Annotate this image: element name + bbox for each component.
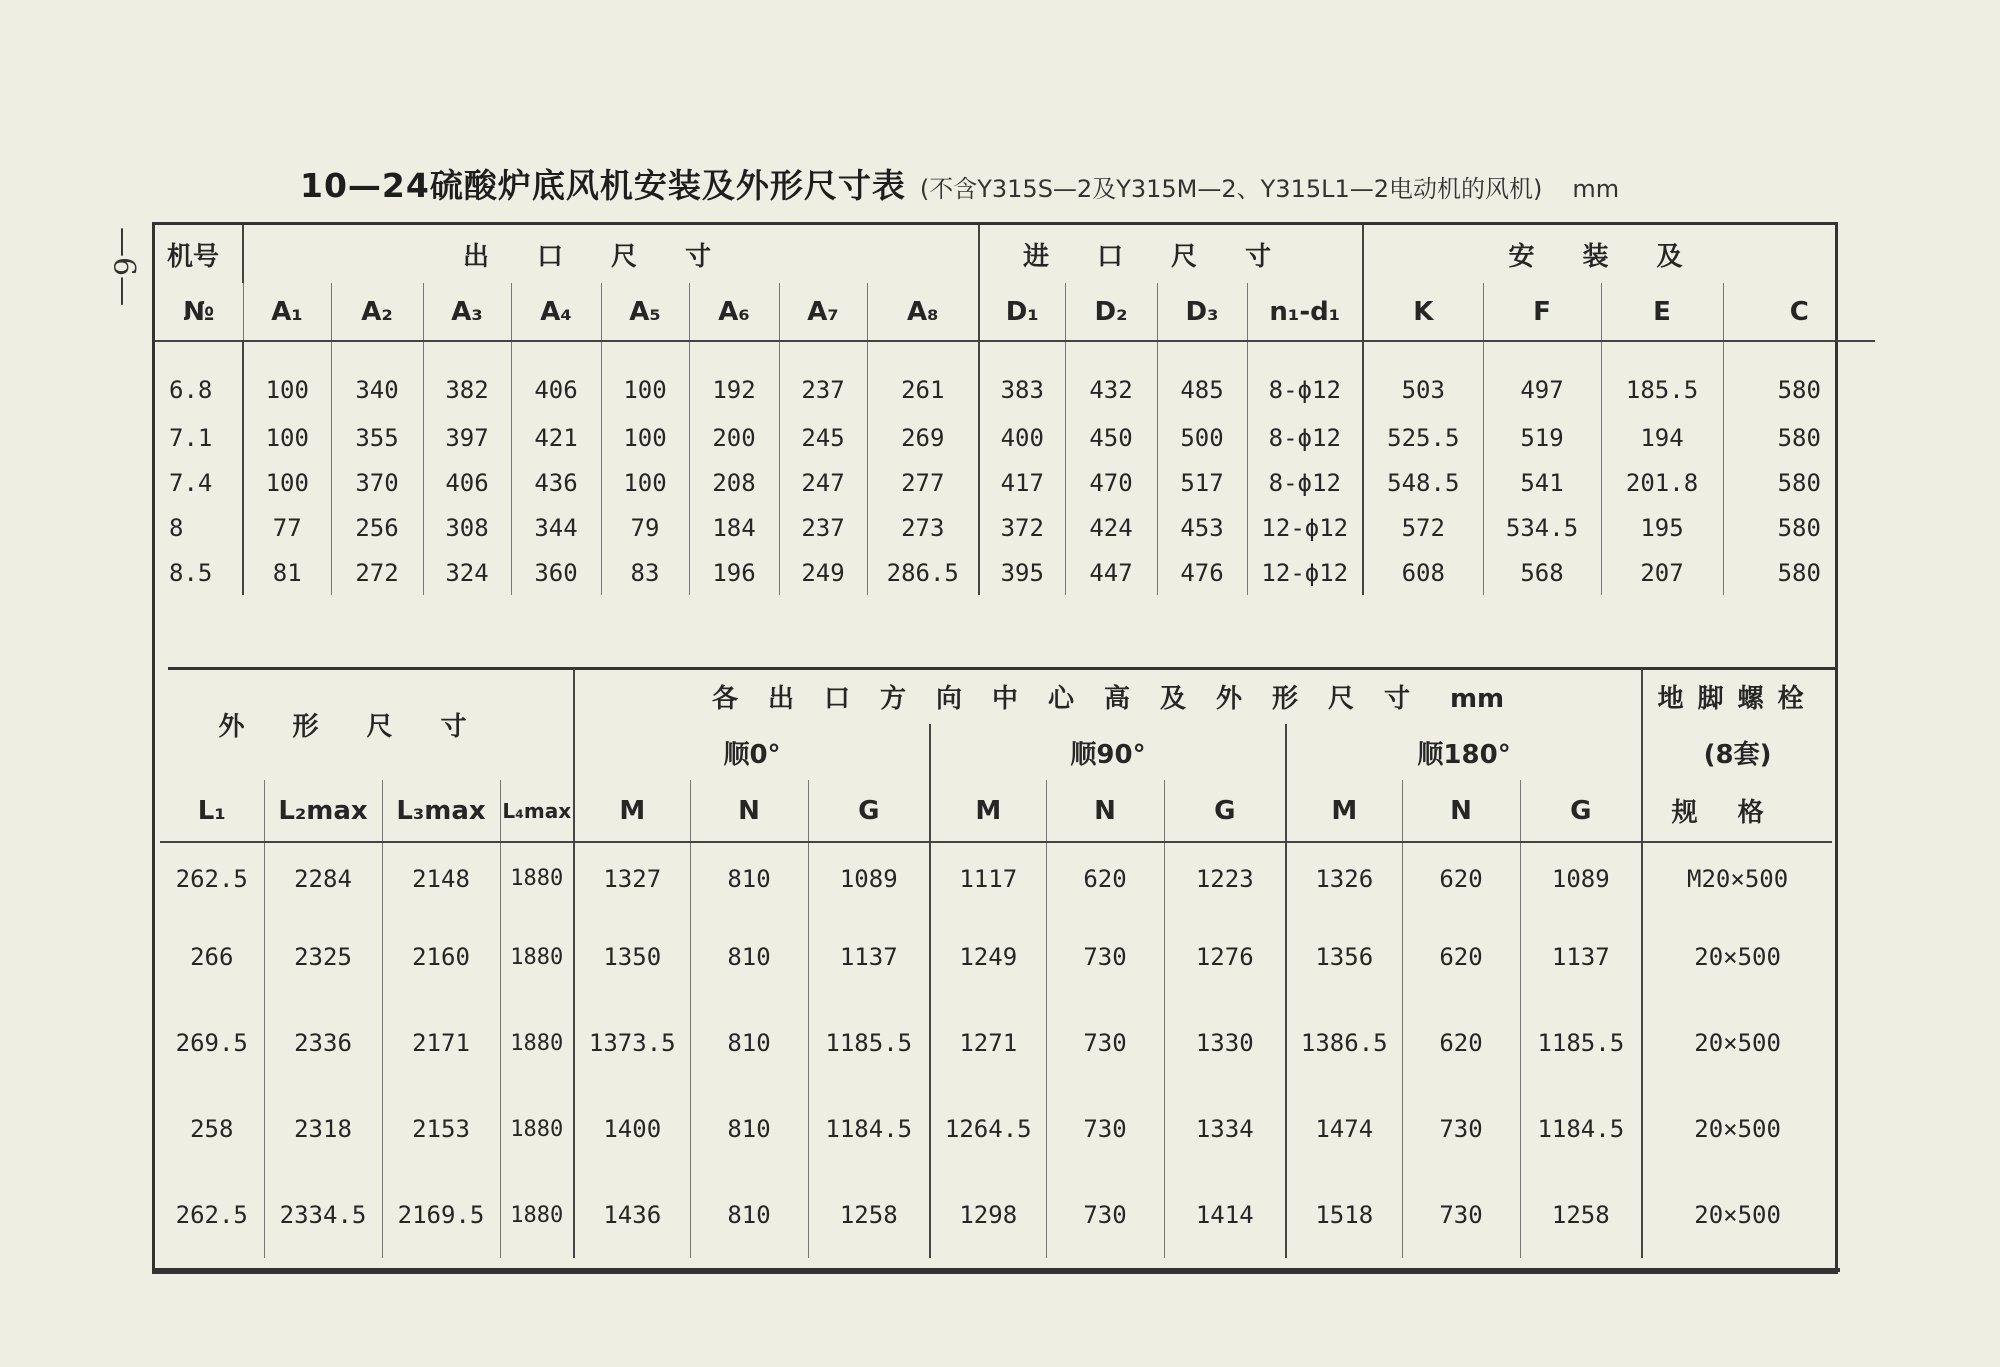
col-header: A₁ [243,283,331,341]
table-cell: 424 [1065,505,1157,550]
table-cell: 2284 [264,842,382,914]
table-cell: 247 [779,460,867,505]
table-cell: 286.5 [867,550,979,595]
table-cell: 1117 [930,842,1046,914]
table-row [155,341,1875,415]
col-header: A₅ [601,283,689,341]
table-cell: 1185.5 [808,1000,930,1086]
bolt-spec-cell: 20×500 [1642,914,1832,1000]
table-cell: 100 [601,460,689,505]
col-header: A₆ [689,283,779,341]
table-row [155,550,1875,595]
col-header: D₁ [979,283,1065,341]
table-cell: 1880 [500,914,574,1000]
col-header: E [1601,283,1723,341]
table-cell: 730 [1402,1086,1520,1172]
table-cell: 201.8 [1601,460,1723,505]
table-cell: 324 [423,550,511,595]
table-cell: 266 [190,943,234,971]
inlet-size-header: 进口尺寸 [979,225,1363,283]
table-cell: 12-ϕ12 [1247,505,1363,550]
bolt-spec-cell: 20×500 [1642,1000,1832,1086]
table-cell: 2148 [382,842,500,914]
table-cell: 8.5 [169,558,213,587]
table-row [160,1000,1832,1086]
table-cell: 810 [690,914,808,1000]
table-cell: 8-ϕ12 [1247,415,1363,460]
table-cell: 1223 [1164,842,1286,914]
table-cell: 308 [423,505,511,550]
table-cell: 1137 [808,914,930,1000]
table-cell: 258 [190,1115,234,1143]
col-header: A₂ [331,283,423,341]
table-row [160,842,1832,914]
col-header: G [1520,780,1642,842]
page-number: —6— [106,227,141,307]
table-cell: 1185.5 [1520,1000,1642,1086]
table-cell: 1474 [1286,1086,1402,1172]
col-header: D₂ [1065,283,1157,341]
table-cell: 397 [423,415,511,460]
table-cell: 1326 [1286,842,1402,914]
table-cell: 395 [979,550,1065,595]
table-cell: 8-ϕ12 [1247,460,1363,505]
table-cell: 195 [1601,505,1723,550]
col-header: L₂max [264,780,382,842]
table-cell: 580 [1723,460,1875,505]
table-cell: 81 [243,550,331,595]
table-cell: 1264.5 [930,1086,1046,1172]
bolt-spec-cell: 20×500 [1642,1086,1832,1172]
table-row [160,1086,1832,1172]
table-cell: 1518 [1286,1172,1402,1258]
table-cell: 810 [690,1000,808,1086]
col-header: F [1483,283,1601,341]
table-cell: 548.5 [1363,460,1483,505]
table-cell: 79 [601,505,689,550]
table-cell: 100 [243,460,331,505]
table-row [155,415,1875,460]
dir0-header: 顺0° [574,724,930,780]
table-cell: 249 [779,550,867,595]
table-cell: 580 [1723,550,1875,595]
table-cell: 237 [779,505,867,550]
col-header: N [1402,780,1520,842]
table-cell: 620 [1402,1000,1520,1086]
table-cell: 580 [1723,505,1875,550]
table-cell: 1414 [1164,1172,1286,1258]
table-cell: 208 [689,460,779,505]
dir90-header: 顺90° [930,724,1286,780]
table-cell: 355 [331,415,423,460]
table-row [155,460,1875,505]
table-cell: 185.5 [1601,341,1723,415]
table-cell: 400 [979,415,1065,460]
table-cell: 1184.5 [808,1086,930,1172]
table-cell: 2325 [264,914,382,1000]
table-cell: 8 [169,513,184,542]
table-cell: 272 [331,550,423,595]
table-cell: 608 [1363,550,1483,595]
table-cell: 517 [1157,460,1247,505]
table-cell: 192 [689,341,779,415]
table-cell: 2171 [382,1000,500,1086]
table-cell: 580 [1723,415,1875,460]
col-header: A₃ [423,283,511,341]
table-cell: 237 [779,341,867,415]
table-cell: 7.1 [169,423,213,452]
table-cell: 1184.5 [1520,1086,1642,1172]
table-cell: 245 [779,415,867,460]
table-cell: 406 [423,460,511,505]
col-header: M [574,780,690,842]
table-cell: 432 [1065,341,1157,415]
title-note: (不含Y315S—2及Y315M—2、Y315L1—2电动机的风机) [919,175,1543,203]
col-header: N [1046,780,1164,842]
table-cell: 1137 [1520,914,1642,1000]
col-header: A₈ [867,283,979,341]
table-cell: 194 [1601,415,1723,460]
table-cell: 2160 [382,914,500,1000]
table-cell: 730 [1402,1172,1520,1258]
table-cell: 519 [1483,415,1601,460]
col-header: A₇ [779,283,867,341]
col-header: M [930,780,1046,842]
bolt-title: 地脚螺栓 [1642,668,1832,724]
table-cell: 269.5 [175,1029,248,1057]
table-cell: 1089 [808,842,930,914]
page-title [300,160,1800,210]
table-cell: 383 [979,341,1065,415]
table-cell: 100 [601,341,689,415]
table-cell: 372 [979,505,1065,550]
col-header: n₁-d₁ [1247,283,1363,341]
model-header: 机号 [167,241,220,272]
col-header: D₃ [1157,283,1247,341]
table-cell: 1334 [1164,1086,1286,1172]
table-cell: 541 [1483,460,1601,505]
table-cell: 497 [1483,341,1601,415]
table-cell: 1373.5 [574,1000,690,1086]
table-cell: 273 [867,505,979,550]
table-cell: 447 [1065,550,1157,595]
center-height-header: 各出口方向中心高及外形尺寸 mm [574,668,1642,724]
table-cell: 417 [979,460,1065,505]
table-row [155,505,1875,550]
table-cell: 1880 [500,1000,574,1086]
table-cell: 1258 [1520,1172,1642,1258]
table-cell: 8-ϕ12 [1247,341,1363,415]
table-cell: 1330 [1164,1000,1286,1086]
install-header: 安装及 [1363,225,1875,283]
outlet-size-header: 出口尺寸 [243,225,979,283]
col-header: M [1286,780,1402,842]
col-header: G [1164,780,1286,842]
table-cell: 525.5 [1363,415,1483,460]
table-cell: 1258 [808,1172,930,1258]
table-cell: 360 [511,550,601,595]
table-cell: 580 [1723,341,1875,415]
table-cell: 184 [689,505,779,550]
table-cell: 262.5 [175,1201,248,1229]
table-cell: 810 [690,842,808,914]
bolt-spec-cell: M20×500 [1642,842,1832,914]
table-cell: 200 [689,415,779,460]
table-cell: 1436 [574,1172,690,1258]
model-no-header: № [183,296,215,327]
col-header: L₁ [197,795,226,826]
col-header: N [690,780,808,842]
dir180-header: 顺180° [1286,724,1642,780]
table-cell: 261 [867,341,979,415]
table-cell: 1249 [930,914,1046,1000]
col-header: L₃max [382,780,500,842]
table-cell: 77 [243,505,331,550]
table-cell: 1386.5 [1286,1000,1402,1086]
table-cell: 436 [511,460,601,505]
table-cell: 1356 [1286,914,1402,1000]
table-row [160,1172,1832,1258]
table-cell: 620 [1402,914,1520,1000]
title-unit: mm [1572,175,1620,203]
table-cell: 1298 [930,1172,1046,1258]
table-cell: 100 [243,341,331,415]
table-cell: 1271 [930,1000,1046,1086]
table-cell: 83 [601,550,689,595]
table-cell: 503 [1363,341,1483,415]
table-cell: 7.4 [169,468,213,497]
col-header: K [1363,283,1483,341]
table-cell: 340 [331,341,423,415]
title-main: 10—24硫酸炉底风机安装及外形尺寸表 [300,166,906,205]
table-cell: 1880 [500,842,574,914]
table-cell: 620 [1402,842,1520,914]
table-cell: 406 [511,341,601,415]
table-cell: 810 [690,1172,808,1258]
col-header: L₄max [500,780,574,842]
col-header: G [808,780,930,842]
table-cell: 470 [1065,460,1157,505]
table-cell: 1276 [1164,914,1286,1000]
table-cell: 2318 [264,1086,382,1172]
table-cell: 6.8 [169,375,213,404]
table-cell: 196 [689,550,779,595]
outline-size-header: 外形尺寸 [218,711,515,742]
table-cell: 12-ϕ12 [1247,550,1363,595]
table-cell: 730 [1046,1172,1164,1258]
table-bottom-rule [152,1268,1840,1272]
table-cell: 1880 [500,1086,574,1172]
table-cell: 730 [1046,1000,1164,1086]
table-cell: 572 [1363,505,1483,550]
table-cell: 534.5 [1483,505,1601,550]
table-cell: 810 [690,1086,808,1172]
table-cell: 207 [1601,550,1723,595]
table-cell: 344 [511,505,601,550]
table-cell: 382 [423,341,511,415]
table-cell: 2153 [382,1086,500,1172]
table-cell: 1350 [574,914,690,1000]
table-cell: 100 [601,415,689,460]
table-cell: 476 [1157,550,1247,595]
table-cell: 620 [1046,842,1164,914]
outline-dimension-table [160,668,1832,1258]
table-cell: 485 [1157,341,1247,415]
table-cell: 730 [1046,914,1164,1000]
table-row [160,914,1832,1000]
table-cell: 100 [243,415,331,460]
table-cell: 1089 [1520,842,1642,914]
table-cell: 453 [1157,505,1247,550]
table-cell: 421 [511,415,601,460]
table-cell: 1327 [574,842,690,914]
bolt-sets: (8套) [1642,724,1832,780]
col-header: C [1723,283,1875,341]
table-cell: 568 [1483,550,1601,595]
table-cell: 450 [1065,415,1157,460]
table-cell: 277 [867,460,979,505]
table-cell: 2336 [264,1000,382,1086]
install-dimension-table [155,225,1875,595]
table-cell: 370 [331,460,423,505]
table-cell: 269 [867,415,979,460]
table-cell: 256 [331,505,423,550]
table-cell: 500 [1157,415,1247,460]
table-cell: 2334.5 [264,1172,382,1258]
col-header: A₄ [511,283,601,341]
table-cell: 1400 [574,1086,690,1172]
bolt-spec-header: 规格 [1642,780,1832,842]
table-cell: 730 [1046,1086,1164,1172]
table-cell: 2169.5 [382,1172,500,1258]
table-cell: 1880 [500,1172,574,1258]
bolt-spec-cell: 20×500 [1642,1172,1832,1258]
table-cell: 262.5 [175,864,248,893]
